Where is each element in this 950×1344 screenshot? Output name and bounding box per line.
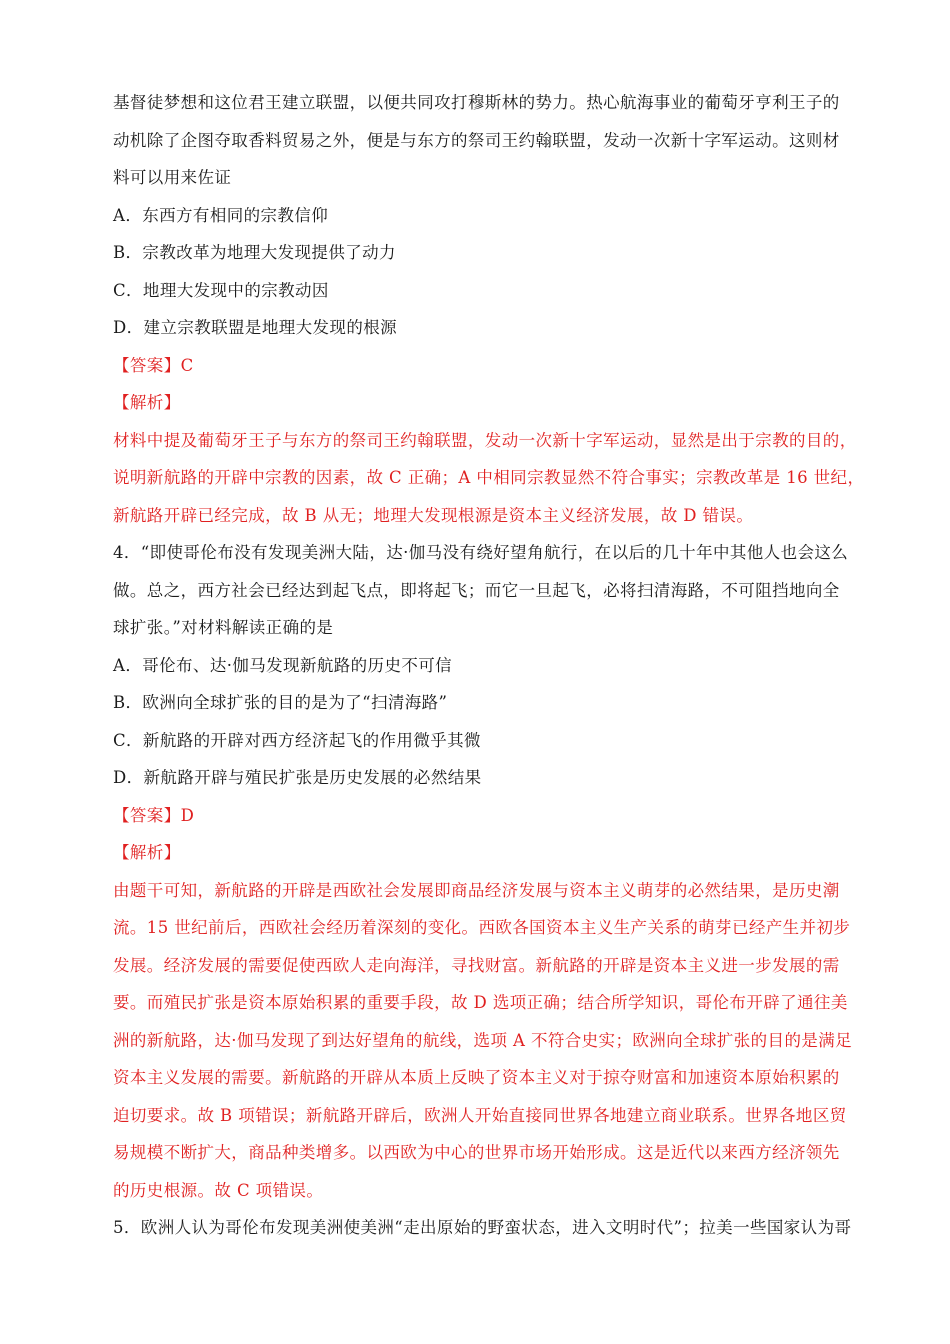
question-stem-line: 4．“即使哥伦布没有发现美洲大陆，达·伽马没有绕好望角航行，在以后的几十年中其他人也会这么 <box>113 543 849 562</box>
analysis-line: 说明新航路的开辟中宗教的因素，故 C 正确；A 中相同宗教显然不符合事实；宗教改革是 16 世纪， <box>113 468 865 487</box>
analysis-label: 【解析】 <box>113 393 181 412</box>
analysis-line: 的历史根源。故 C 项错误。 <box>113 1180 324 1200</box>
analysis-label: 【解析】 <box>113 843 181 862</box>
analysis-line: 材料中提及葡萄牙王子与东方的祭司王约翰联盟，发动一次新十字军运动，显然是出于宗教的目的， <box>113 430 857 450</box>
analysis-line: 由题干可知，新航路的开辟是西欧社会发展即商品经济发展与资本主义萌芽的必然结果，是历史潮 <box>113 880 840 900</box>
question-5 <box>113 1209 852 1247</box>
answer-label: 【答案】D <box>113 805 195 825</box>
question-stem-line: 料可以用来佐证 <box>113 168 232 187</box>
question-stem-line: 5．欧洲人认为哥伦布发现美洲使美洲“走出原始的野蛮状态，进入文明时代”；拉美一些国家认为哥 <box>113 1218 852 1237</box>
analysis-line: 要。而殖民扩张是资本原始积累的重要手段，故 D 选项正确；结合所学知识，哥伦布开辟了通往美 <box>113 993 848 1012</box>
question-3 <box>113 84 865 534</box>
analysis-line: 易规模不断扩大，商品种类增多。以西欧为中心的世界市场开始形成。这是近代以来西方经济领先 <box>113 1143 840 1162</box>
analysis-line: 新航路开辟已经完成，故 B 从无；地理大发现根源是资本主义经济发展，故 D 错误。 <box>113 505 754 525</box>
analysis-line: 发展。经济发展的需要促使西欧人走向海洋，寻找财富。新航路的开辟是资本主义进一步发展的需 <box>113 955 840 975</box>
option-d: D．新航路开辟与殖民扩张是历史发展的必然结果 <box>113 768 482 787</box>
analysis-line: 资本主义发展的需要。新航路的开辟从本质上反映了资本主义对于掠夺财富和加速资本原始积累的 <box>113 1068 840 1087</box>
option-c: C．新航路的开辟对西方经济起飞的作用微乎其微 <box>113 730 481 750</box>
option-a: A．哥伦布、达·伽马发现新航路的历史不可信 <box>113 655 453 675</box>
analysis-line: 流。15 世纪前后，西欧社会经历着深刻的变化。西欧各国资本主义生产关系的萌芽已经产生并初步 <box>113 918 851 937</box>
analysis-line: 迫切要求。故 B 项错误；新航路开辟后，欧洲人开始直接同世界各地建立商业联系。世界各地区贸 <box>113 1105 847 1125</box>
document-page <box>113 84 865 1247</box>
option-a: A．东西方有相同的宗教信仰 <box>113 205 329 225</box>
option-b: B．欧洲向全球扩张的目的是为了“扫清海路” <box>113 693 448 712</box>
question-4 <box>113 534 853 1209</box>
answer-label: 【答案】C <box>113 355 194 375</box>
option-b: B．宗教改革为地理大发现提供了动力 <box>113 243 396 262</box>
question-stem-line: 基督徒梦想和这位君王建立联盟，以便共同攻打穆斯林的势力。热心航海事业的葡萄牙亨利王子的 <box>113 93 840 112</box>
option-d: D．建立宗教联盟是地理大发现的根源 <box>113 318 398 337</box>
question-stem-line: 做。总之，西方社会已经达到起飞点，即将起飞；而它一旦起飞，必将扫清海路，不可阻挡地向全 <box>113 580 840 600</box>
analysis-line: 洲的新航路，达·伽马发现了到达好望角的航线，选项 A 不符合史实；欧洲向全球扩张的目的是满足 <box>113 1030 853 1050</box>
question-stem-line: 动机除了企图夺取香料贸易之外，便是与东方的祭司王约翰联盟，发动一次新十字军运动。这则材 <box>113 130 840 150</box>
option-c: C．地理大发现中的宗教动因 <box>113 280 329 300</box>
question-stem-line: 球扩张。”对材料解读正确的是 <box>113 618 334 637</box>
